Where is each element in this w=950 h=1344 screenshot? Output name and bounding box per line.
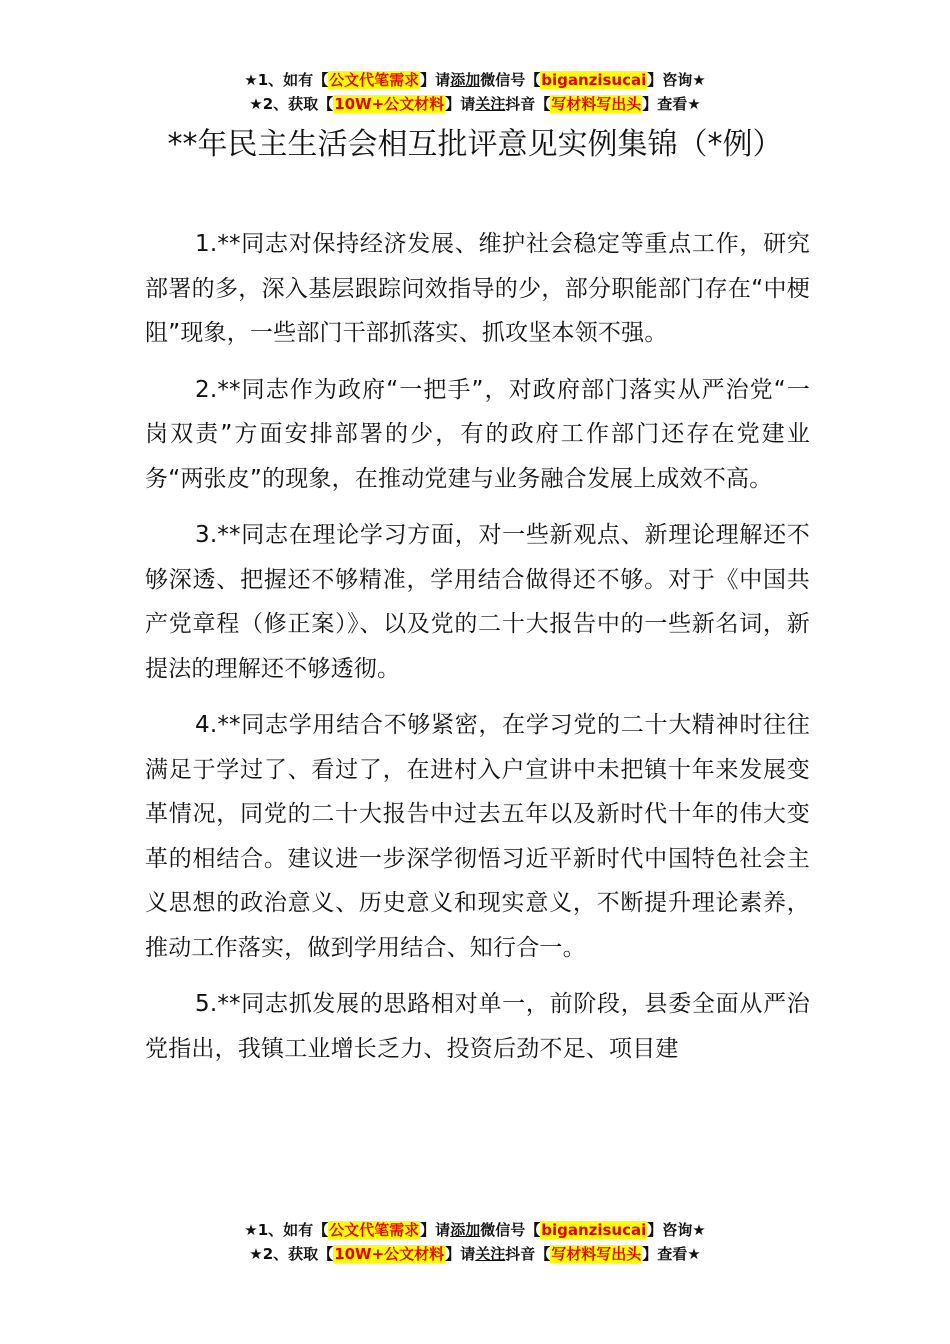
promo-text: 微信号【: [480, 71, 541, 89]
paragraph: 5.**同志抓发展的思路相对单一，前阶段，县委全面从严治党指出，我镇工业增长乏力、投资后劲不足、项目建: [145, 991, 810, 1062]
promo-text: 抖音【: [505, 95, 551, 113]
promo-text: 】咨询★: [647, 1221, 706, 1239]
promo-line-1: [0, 1218, 950, 1242]
promo-douyin-id: 写材料写出头: [551, 1245, 642, 1263]
promo-text: 】请: [420, 71, 451, 89]
promo-highlight: 10W+公文材料: [334, 1245, 445, 1263]
promo-text: 】咨询★: [647, 71, 706, 89]
promo-text: ★1、如有【: [244, 1221, 329, 1239]
paragraph: 1.**同志对保持经济发展、维护社会稳定等重点工作，研究部署的多，深入基层跟踪问效指导的少，部分职能部门存在“中梗阻”现象，一些部门干部抓落实、抓攻坚本领不强。: [145, 231, 810, 346]
footer-promo-banner: [0, 1218, 950, 1266]
document-body: [145, 222, 810, 1083]
promo-text: 】查看★: [642, 95, 701, 113]
promo-text: ★1、如有【: [244, 71, 329, 89]
document-title: **年民主生活会相互批评意见实例集锦（*例）: [167, 127, 783, 162]
promo-text: 】查看★: [642, 1245, 701, 1263]
header-promo-banner: [0, 68, 950, 116]
promo-highlight: 10W+公文材料: [334, 95, 445, 113]
promo-emphasis: 添加: [450, 1221, 481, 1239]
promo-text: 】请: [420, 1221, 451, 1239]
paragraph: 2.**同志作为政府“一把手”，对政府部门落实从严治党“一岗双责”方面安排部署的少，有的政府工作部门还存在党建业务“两张皮”的现象，在推动党建与业务融合发展上成效不高。: [145, 376, 810, 492]
promo-text: 】请: [445, 1245, 476, 1263]
promo-emphasis: 关注: [475, 95, 506, 113]
promo-text: ★2、获取【: [249, 95, 334, 113]
promo-line-1: [0, 68, 950, 92]
promo-douyin-id: 写材料写出头: [551, 95, 642, 113]
paragraph: 4.**同志学用结合不够紧密，在学习党的二十大精神时往往满足于学过了、看过了，在进村入户宣讲中未把镇十年来发展变革情况，同党的二十大报告中过去五年以及新时代十年的伟大变革的相结合。建议进一步深学彻悟习近平新时代中国特色社会主义思想的政治意义、历史意义和现实意义，不断提升理论素养，推动工作落实，做到学用结合、知行合一。: [145, 712, 810, 961]
promo-text: 抖音【: [505, 1245, 551, 1263]
promo-text: 】请: [445, 95, 476, 113]
promo-highlight: 公文代笔需求: [329, 71, 420, 89]
promo-emphasis: 添加: [450, 71, 481, 89]
promo-line-2: [0, 92, 950, 116]
promo-wechat-id: biganzisucai: [541, 1221, 647, 1239]
promo-highlight: 公文代笔需求: [329, 1221, 420, 1239]
promo-text: 微信号【: [480, 1221, 541, 1239]
promo-emphasis: 关注: [475, 1245, 506, 1263]
promo-text: ★2、获取【: [249, 1245, 334, 1263]
promo-wechat-id: biganzisucai: [541, 71, 647, 89]
promo-line-2: [0, 1242, 950, 1266]
paragraph: 3.**同志在理论学习方面，对一些新观点、新理论理解还不够深透、把握还不够精准，学用结合做得还不够。对于《中国共产党章程（修正案）》、以及党的二十大报告中的一些新名词，新提法的理解还不够透彻。: [145, 522, 810, 682]
